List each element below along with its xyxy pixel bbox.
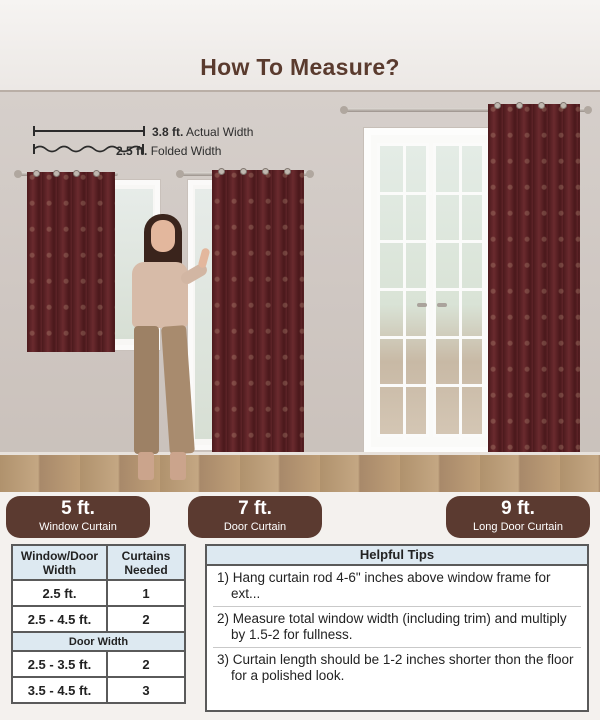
door-handle-icon bbox=[437, 303, 447, 307]
table-row: 2.5 - 4.5 ft. 2 bbox=[12, 606, 185, 632]
measure-tick-icon bbox=[143, 126, 145, 136]
curtains-needed-table bbox=[11, 544, 186, 704]
size-badge-long-door: 9 ft. Long Door Curtain bbox=[446, 496, 590, 538]
table-row: 3.5 - 4.5 ft. 3 bbox=[12, 677, 185, 703]
woman-figure bbox=[118, 208, 208, 488]
door-handle-icon bbox=[417, 303, 427, 307]
size-badge-door: 7 ft. Door Curtain bbox=[188, 496, 322, 538]
actual-width-label: 3.8 ft. Actual Width bbox=[152, 125, 254, 139]
rod-finial-icon bbox=[340, 106, 348, 114]
tip-item: 2) Measure total window width (including trim) and multiply by 1.5-2 for fullness. bbox=[213, 607, 581, 648]
table-header-width: Window/Door Width bbox=[12, 545, 107, 580]
french-door bbox=[364, 128, 494, 454]
page-title: How To Measure? bbox=[200, 54, 400, 80]
tip-item: 3) Curtain length should be 1-2 inches shorter thon the floor for a polished look. bbox=[217, 652, 574, 683]
table-row: 2.5 - 3.5 ft. 2 bbox=[12, 651, 185, 677]
curtain-long-door bbox=[488, 104, 580, 458]
table-subheader-door-width: Door Width bbox=[12, 632, 185, 651]
rod-finial-icon bbox=[306, 170, 314, 178]
table-header-count: Curtains Needed bbox=[107, 545, 185, 580]
rod-finial-icon bbox=[176, 170, 184, 178]
door-glass-right bbox=[433, 143, 485, 437]
curtain-door bbox=[212, 170, 304, 458]
door-glass-left bbox=[377, 143, 429, 437]
rod-finial-icon bbox=[14, 170, 22, 178]
folded-width-label: 2.5 ft. Folded Width bbox=[116, 144, 222, 158]
floor bbox=[0, 452, 600, 492]
curtain-window bbox=[27, 172, 115, 352]
tips-title: Helpful Tips bbox=[207, 546, 587, 566]
actual-width-line bbox=[34, 130, 144, 132]
helpful-tips-box bbox=[205, 544, 589, 712]
tip-item: 1) Hang curtain rod 4-6" inches above window frame for ext... bbox=[213, 566, 581, 607]
size-badge-window: 5 ft. Window Curtain bbox=[6, 496, 150, 538]
table-row: 2.5 ft. 1 bbox=[12, 580, 185, 606]
rod-finial-icon bbox=[584, 106, 592, 114]
